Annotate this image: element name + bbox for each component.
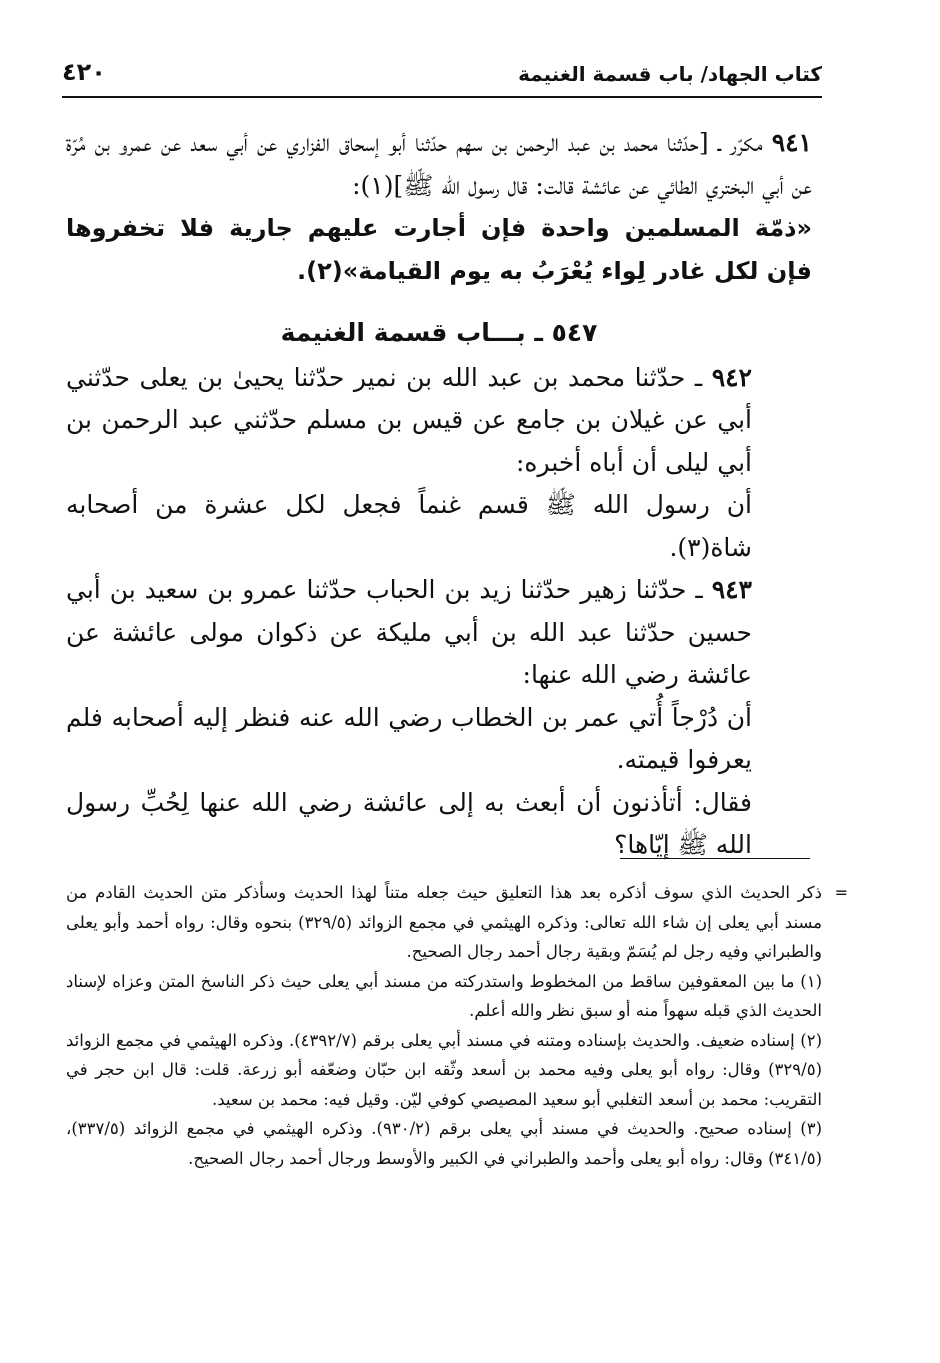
- hadith-942-matn: أن رسول الله ﷺ قسم غنماً فجعل لكل عشرة من أصحابه شاة(٣).: [66, 490, 752, 562]
- hadith-number: ٩٤٢: [711, 362, 752, 392]
- isnad-text: ـ حدّثنا زهير حدّثنا زيد بن الحباب حدّثنا عمرو بن سعيد بن أبي حسين حدّثنا عبد الله بن أبي مليكة عن ذكوان مولى عائشة عن عائشة رضي الله عنها:: [66, 575, 752, 689]
- footnote-separator: [620, 858, 810, 859]
- footnote-continuation: [66, 878, 848, 967]
- hadith-943-isnad: [66, 569, 812, 697]
- main-text: [66, 122, 812, 867]
- hadith-941-isnad: [66, 122, 812, 207]
- page-number: ٤٢٠: [62, 58, 106, 86]
- hadith-number: ٩٤٣: [711, 575, 752, 604]
- footnote-1: (١) ما بين المعقوفين ساقط من المخطوط واستدركته من مسند أبي يعلى حيث ذكر الناسخ المتن وعزاه لإسناد الحديث الذي قبله سهواً منه أو سبق نظر والله أعلم.: [66, 971, 822, 1020]
- hadith-942-isnad: [66, 357, 812, 485]
- footnotes: [66, 878, 848, 1173]
- hadith-943-matn-1: أن دُرْجاً أُتي عمر بن الخطاب رضي الله عنه فنظر إليه أصحابه فلم يعرفوا قيمته.: [66, 702, 752, 774]
- hadith-number: ٩٤١: [771, 128, 812, 157]
- footnote-continuation-text: ذكر الحديث الذي سوف أذكره بعد هذا التعليق حيث جعله متناً لهذا الحديث وسأذكر متن الحديث القادم من مسند أبي يعلى إن شاء الله تعالى: وذكره الهيثمي في مجمع الزوائد (٣٢٩/٥) بنحوه وقال: رواه أحمد وأبو يعلى والطبراني وفيه رجل لم يُسَمّ وبقية رجال أحمد رجال الصحيح.: [66, 883, 822, 961]
- hadith-943-matn-2: فقال: أتأذنون أن أبعث به إلى عائشة رضي الله عنها لِحُبِّ رسول الله ﷺ إيّاها؟: [66, 787, 752, 859]
- page-header: [62, 56, 822, 98]
- continuation-mark: =: [834, 883, 848, 902]
- isnad-text: مكرّر ـ [حدّثنا محمد بن عبد الرحمن بن سهم حدّثنا أبو إسحاق الفزاري عن أبي سعد عن عمرو بن مُرّة عن أبي البختري الطائي عن عائشة قالت: قال رسول الله ﷺ](١):: [66, 128, 812, 200]
- footnote-3: (٣) إسناده صحيح. والحديث في مسند أبي يعلى برقم (٩٣٠/٢). وذكره الهيثمي في مجمع الزوائد (٣٣٧/٥)، (٣٤١/٥) وقال: رواه أبو يعلى وأحمد والطبراني في الكبير والأوسط ورجال أحمد رجال الصحيح.: [66, 1119, 822, 1168]
- running-title: كتاب الجهاد/ باب قسمة الغنيمة: [518, 62, 822, 86]
- chapter-heading: ٥٤٧ ـ بـــاب قسمة الغنيمة: [280, 318, 598, 347]
- hadith-941-matn: «ذمّة المسلمين واحدة فإن أجارت عليهم جارية فلا تخفروها فإن لكل غادر لِواء يُعْرَبُ به يوم القيامة»(٢).: [66, 214, 812, 285]
- isnad-text: ـ حدّثنا محمد بن عبد الله بن نمير حدّثنا يحيىٰ بن يعلى حدّثني أبي عن غيلان بن جامع عن قيس بن مسلم حدّثني عبد الرحمن بن أبي ليلى أن أباه أخبره:: [66, 362, 752, 477]
- footnote-2: (٢) إسناده ضعيف. والحديث بإسناده ومتنه في مسند أبي يعلى برقم (٤٣٩٢/٧). وذكره الهيثمي في مجمع الزوائد (٣٢٩/٥) وقال: رواه أبو يعلى وفيه محمد بن أسعد وثّقه ابن حبّان وضعّفه أبو زرعة. قلت: قال ابن حجر في التقريب: محمد بن أسعد التغلبي أبو سعيد المصيصي كوفي ليّن. وقيل فيه: محمد بن سعيد.: [66, 1030, 822, 1109]
